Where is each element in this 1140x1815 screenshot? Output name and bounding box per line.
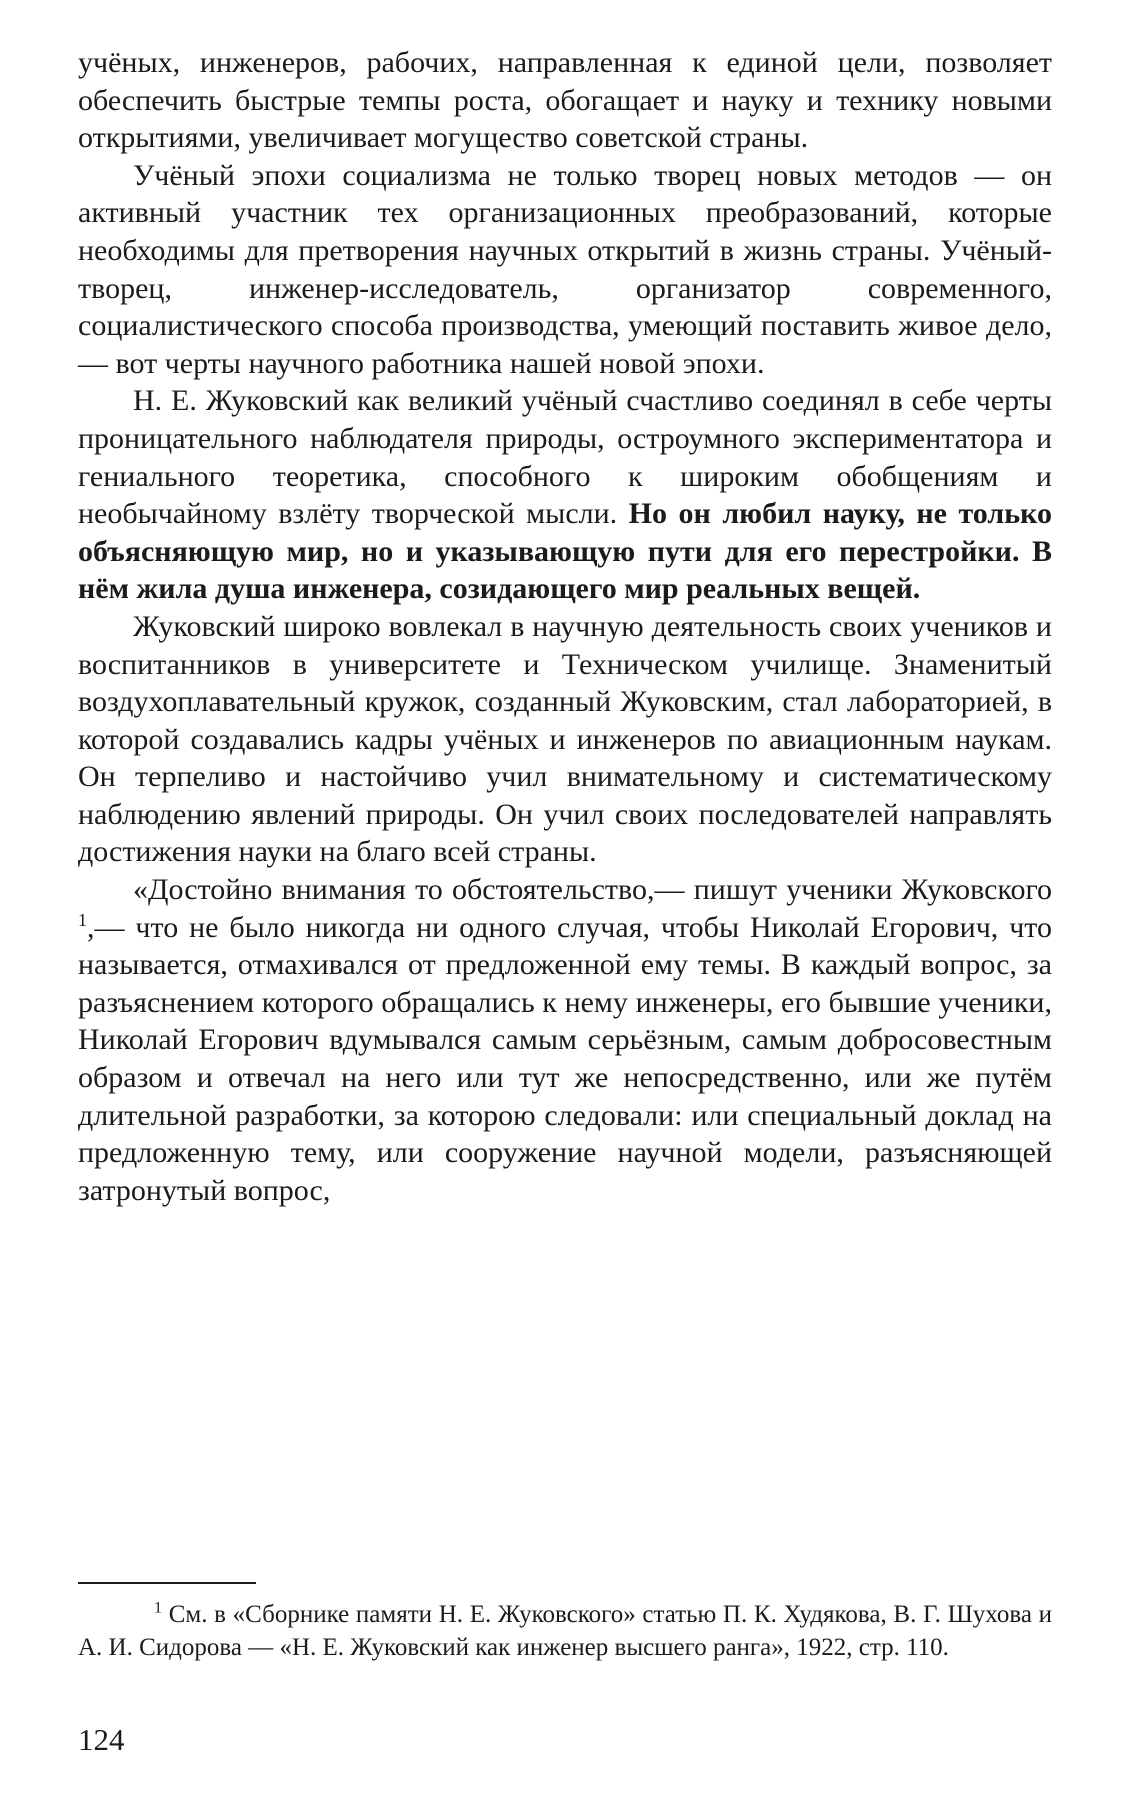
paragraph-3-bold-text: Но он любил науку, не только объясняющую мир, но и указывающую пути для его перестройки. В нём жила душа инженера, созидающего мир реальных вещей. <box>78 497 1052 606</box>
paragraph-3-text: Н. Е. Жуковский как великий учёный счастливо соединял в себе черты проницательного наблюдателя природы, остроумного экспериментатора и гениального теоретика, способного к широким обобщениям и необычайному взлёту творческой мысли. <box>78 384 1052 531</box>
paragraph-4 <box>78 608 1052 871</box>
paragraph-5-text-before: «Достойно внимания то обстоятельство,— пишут ученики Жуковского <box>133 873 1052 907</box>
paragraph-2 <box>78 157 1052 383</box>
paragraph-1 <box>78 44 1052 157</box>
page-body <box>78 44 1052 1209</box>
footnote-divider <box>78 1582 256 1584</box>
paragraph-2-text: Учёный эпохи социализма не только творец новых методов — он активный участник тех организационных преобразований, которые необходимы для претворения научных открытий в жизнь страны. Учёный-творец, инженер-исследователь, организатор современного, социалистического способа производства, умеющий поставить живое дело,— вот черты научного работника нашей новой эпохи. <box>78 158 1052 380</box>
footnote <box>78 1598 1052 1664</box>
footnote-text: См. в «Сборнике памяти Н. Е. Жуковского» статью П. К. Худякова, В. Г. Шухова и А. И. Сидорова — «Н. Е. Жуковский как инженер высшего ранга», 1922, стр. 110. <box>78 1601 1053 1661</box>
paragraph-4-text: Жуковский широко вовлекал в научную деятельность своих учеников и воспитанников в университете и Техническом училище. Знаменитый воздухоплавательный кружок, созданный Жуковским, стал лабораторией, в которой создавались кадры учёных и инженеров по авиационным наукам. Он терпеливо и настойчиво учил внимательному и систематическому наблюдению явлений природы. Он учил своих последователей направлять достижения науки на благо всей страны. <box>78 609 1052 869</box>
paragraph-5 <box>78 871 1052 1209</box>
footnote-mark: 1 <box>154 1599 162 1617</box>
footnote-reference: 1 <box>78 909 87 930</box>
paragraph-1-text: учёных, инженеров, рабочих, направленная к единой цели, позволяет обеспечить быстрые темпы роста, обогащает и науку и технику новыми открытиями, увеличивает могущество советской страны. <box>78 46 1052 155</box>
paragraph-3 <box>78 382 1052 608</box>
page-number: 124 <box>78 1722 125 1757</box>
paragraph-5-text-after: ,— что не было никогда ни одного случая, чтобы Николай Егорович, что называется, отмахивался от предложенной ему темы. В каждый вопрос, за разъяснением которого обращались к нему инженеры, его бывшие ученики, Николай Егорович вдумывался самым серьёзным, самым добросовестным образом и отвечал на него или тут же непосредственно, или же путём длительной разработки, за которою следовали: или специальный доклад на предложенную тему, или сооружение научной модели, разъясняющей затронутый вопрос, <box>78 910 1052 1207</box>
